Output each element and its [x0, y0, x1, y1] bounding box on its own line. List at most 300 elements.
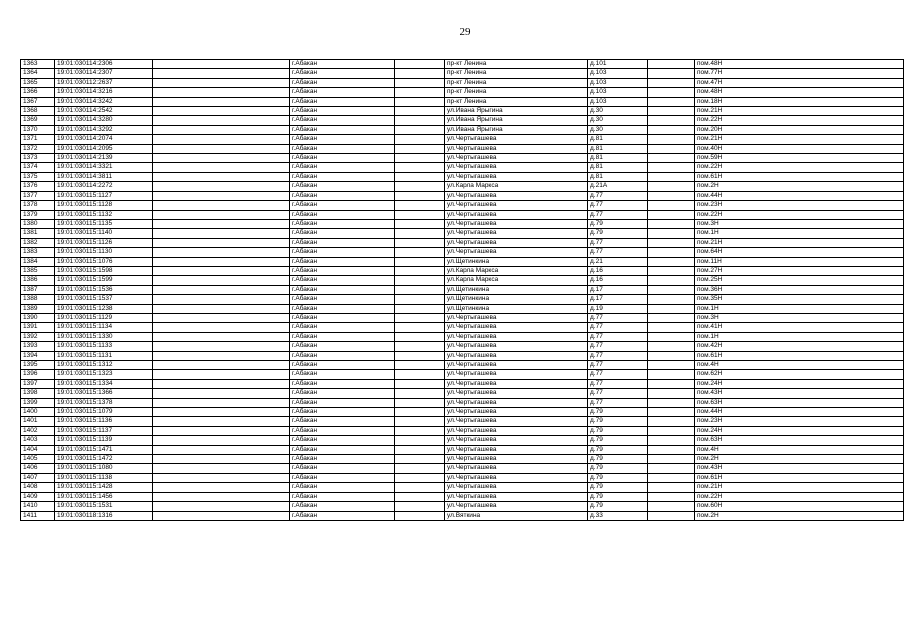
cadastral-number-cell: 19:01:030115:1131	[55, 351, 153, 360]
street-cell: ул.Чертыгашева	[445, 426, 588, 435]
house-cell: д.30	[588, 125, 648, 134]
table-row	[21, 370, 904, 379]
row-number-cell: 1398	[21, 389, 55, 398]
cadastral-number-cell: 19:01:030115:1130	[55, 248, 153, 257]
cadastral-number-cell: 19:01:030115:1456	[55, 492, 153, 501]
blank-cell	[648, 107, 695, 116]
table-row	[21, 276, 904, 285]
city-cell: г.Абакан	[290, 389, 395, 398]
blank-cell	[395, 342, 445, 351]
premises-cell: пом.64Н	[695, 248, 904, 257]
house-cell: д.77	[588, 238, 648, 247]
blank-cell	[395, 125, 445, 134]
row-number-cell: 1372	[21, 144, 55, 153]
blank-cell	[153, 69, 290, 78]
table-row	[21, 464, 904, 473]
blank-cell	[648, 502, 695, 511]
street-cell: ул.Щетинкина	[445, 257, 588, 266]
city-cell: г.Абакан	[290, 107, 395, 116]
cadastral-number-cell: 19:01:030114:2542	[55, 107, 153, 116]
row-number-cell: 1391	[21, 323, 55, 332]
premises-cell: пом.20Н	[695, 125, 904, 134]
blank-cell	[395, 295, 445, 304]
blank-cell	[648, 201, 695, 210]
table-row	[21, 389, 904, 398]
blank-cell	[395, 511, 445, 520]
cadastral-number-cell: 19:01:030114:3280	[55, 116, 153, 125]
row-number-cell: 1396	[21, 370, 55, 379]
cadastral-number-cell: 19:01:030115:1127	[55, 191, 153, 200]
street-cell: ул.Карла Маркса	[445, 266, 588, 275]
premises-cell: пом.21Н	[695, 483, 904, 492]
blank-cell	[395, 351, 445, 360]
street-cell: ул.Чертыгашева	[445, 483, 588, 492]
row-number-cell: 1373	[21, 154, 55, 163]
city-cell: г.Абакан	[290, 229, 395, 238]
cadastral-number-cell: 19:01:030115:1134	[55, 323, 153, 332]
house-cell: д.77	[588, 361, 648, 370]
city-cell: г.Абакан	[290, 60, 395, 69]
street-cell: пр-кт Ленина	[445, 60, 588, 69]
blank-cell	[153, 144, 290, 153]
blank-cell	[648, 304, 695, 313]
row-number-cell: 1409	[21, 492, 55, 501]
row-number-cell: 1388	[21, 295, 55, 304]
premises-cell: пом.1Н	[695, 304, 904, 313]
blank-cell	[648, 455, 695, 464]
cadastral-number-cell: 19:01:030115:1472	[55, 455, 153, 464]
row-number-cell: 1407	[21, 473, 55, 482]
blank-cell	[395, 445, 445, 454]
cadastral-number-cell: 19:01:030114:3321	[55, 163, 153, 172]
house-cell: д.77	[588, 389, 648, 398]
city-cell: г.Абакан	[290, 163, 395, 172]
street-cell: ул.Ивана Ярыгина	[445, 125, 588, 134]
street-cell: ул.Чертыгашева	[445, 398, 588, 407]
blank-cell	[395, 257, 445, 266]
row-number-cell: 1383	[21, 248, 55, 257]
street-cell: ул.Чертыгашева	[445, 201, 588, 210]
blank-cell	[648, 276, 695, 285]
table-row	[21, 445, 904, 454]
city-cell: г.Абакан	[290, 370, 395, 379]
table-row	[21, 342, 904, 351]
blank-cell	[395, 60, 445, 69]
city-cell: г.Абакан	[290, 304, 395, 313]
city-cell: г.Абакан	[290, 464, 395, 473]
table-row	[21, 257, 904, 266]
blank-cell	[153, 445, 290, 454]
blank-cell	[648, 511, 695, 520]
cadastral-number-cell: 19:01:030114:2074	[55, 135, 153, 144]
blank-cell	[153, 511, 290, 520]
city-cell: г.Абакан	[290, 97, 395, 106]
city-cell: г.Абакан	[290, 125, 395, 134]
row-number-cell: 1370	[21, 125, 55, 134]
blank-cell	[648, 172, 695, 181]
city-cell: г.Абакан	[290, 332, 395, 341]
cadastral-number-cell: 19:01:030115:1140	[55, 229, 153, 238]
table-row	[21, 97, 904, 106]
street-cell: ул.Ивана Ярыгина	[445, 116, 588, 125]
table-row	[21, 398, 904, 407]
table-row	[21, 60, 904, 69]
house-cell: д.16	[588, 266, 648, 275]
blank-cell	[395, 201, 445, 210]
cadastral-number-cell: 19:01:030114:3216	[55, 88, 153, 97]
blank-cell	[648, 295, 695, 304]
blank-cell	[153, 116, 290, 125]
premises-cell: пом.48Н	[695, 60, 904, 69]
table-row	[21, 492, 904, 501]
premises-cell: пом.21Н	[695, 135, 904, 144]
blank-cell	[395, 361, 445, 370]
house-cell: д.79	[588, 445, 648, 454]
cadastral-number-cell: 19:01:030115:1132	[55, 210, 153, 219]
row-number-cell: 1386	[21, 276, 55, 285]
register-rows	[21, 60, 904, 521]
house-cell: д.77	[588, 323, 648, 332]
row-number-cell: 1381	[21, 229, 55, 238]
street-cell: ул.Чертыгашева	[445, 436, 588, 445]
blank-cell	[153, 398, 290, 407]
house-cell: д.81	[588, 135, 648, 144]
house-cell: д.30	[588, 107, 648, 116]
blank-cell	[648, 219, 695, 228]
blank-cell	[395, 163, 445, 172]
cadastral-number-cell: 19:01:030115:1128	[55, 201, 153, 210]
premises-cell: пом.3Н	[695, 219, 904, 228]
cadastral-number-cell: 19:01:030114:2307	[55, 69, 153, 78]
blank-cell	[153, 483, 290, 492]
street-cell: ул.Чертыгашева	[445, 332, 588, 341]
row-number-cell: 1402	[21, 426, 55, 435]
street-cell: ул.Чертыгашева	[445, 191, 588, 200]
blank-cell	[153, 285, 290, 294]
premises-cell: пом.21Н	[695, 238, 904, 247]
table-row	[21, 408, 904, 417]
city-cell: г.Абакан	[290, 342, 395, 351]
premises-cell: пом.22Н	[695, 492, 904, 501]
house-cell: д.33	[588, 511, 648, 520]
house-cell: д.77	[588, 351, 648, 360]
blank-cell	[648, 135, 695, 144]
blank-cell	[395, 473, 445, 482]
street-cell: ул.Ивана Ярыгина	[445, 107, 588, 116]
premises-cell: пом.25Н	[695, 276, 904, 285]
street-cell: пр-кт Ленина	[445, 78, 588, 87]
city-cell: г.Абакан	[290, 351, 395, 360]
street-cell: ул.Чертыгашева	[445, 135, 588, 144]
cadastral-number-cell: 19:01:030115:1334	[55, 379, 153, 388]
cadastral-number-cell: 19:01:030118:1316	[55, 511, 153, 520]
city-cell: г.Абакан	[290, 445, 395, 454]
blank-cell	[648, 426, 695, 435]
street-cell: ул.Чертыгашева	[445, 351, 588, 360]
blank-cell	[648, 389, 695, 398]
house-cell: д.101	[588, 60, 648, 69]
row-number-cell: 1406	[21, 464, 55, 473]
premises-cell: пом.40Н	[695, 144, 904, 153]
blank-cell	[648, 182, 695, 191]
house-cell: д.77	[588, 370, 648, 379]
city-cell: г.Абакан	[290, 257, 395, 266]
blank-cell	[395, 238, 445, 247]
blank-cell	[648, 361, 695, 370]
street-cell: ул.Чертыгашева	[445, 172, 588, 181]
register-table	[20, 59, 904, 521]
street-cell: ул.Чертыгашева	[445, 379, 588, 388]
street-cell: ул.Чертыгашева	[445, 389, 588, 398]
blank-cell	[395, 417, 445, 426]
cadastral-number-cell: 19:01:030115:1366	[55, 389, 153, 398]
street-cell: ул.Щетинкина	[445, 285, 588, 294]
blank-cell	[648, 144, 695, 153]
cadastral-number-cell: 19:01:030115:1330	[55, 332, 153, 341]
blank-cell	[153, 473, 290, 482]
table-row	[21, 379, 904, 388]
blank-cell	[395, 492, 445, 501]
street-cell: ул.Щетинкина	[445, 295, 588, 304]
premises-cell: пом.23Н	[695, 417, 904, 426]
premises-cell: пом.11Н	[695, 257, 904, 266]
house-cell: д.81	[588, 154, 648, 163]
street-cell: пр-кт Ленина	[445, 69, 588, 78]
blank-cell	[153, 88, 290, 97]
blank-cell	[648, 229, 695, 238]
house-cell: д.81	[588, 172, 648, 181]
house-cell: д.79	[588, 473, 648, 482]
house-cell: д.79	[588, 408, 648, 417]
table-row	[21, 144, 904, 153]
row-number-cell: 1371	[21, 135, 55, 144]
house-cell: д.16	[588, 276, 648, 285]
city-cell: г.Абакан	[290, 201, 395, 210]
blank-cell	[153, 492, 290, 501]
table-row	[21, 163, 904, 172]
blank-cell	[153, 210, 290, 219]
blank-cell	[395, 436, 445, 445]
table-row	[21, 229, 904, 238]
blank-cell	[648, 379, 695, 388]
row-number-cell: 1363	[21, 60, 55, 69]
blank-cell	[648, 313, 695, 322]
street-cell: ул.Щетинкина	[445, 304, 588, 313]
table-row	[21, 266, 904, 275]
cadastral-number-cell: 19:01:030115:1378	[55, 398, 153, 407]
street-cell: ул.Чертыгашева	[445, 464, 588, 473]
table-row	[21, 361, 904, 370]
blank-cell	[153, 135, 290, 144]
city-cell: г.Абакан	[290, 436, 395, 445]
row-number-cell: 1364	[21, 69, 55, 78]
blank-cell	[395, 379, 445, 388]
city-cell: г.Абакан	[290, 88, 395, 97]
table-row	[21, 502, 904, 511]
blank-cell	[395, 408, 445, 417]
premises-cell: пом.41Н	[695, 323, 904, 332]
blank-cell	[648, 285, 695, 294]
blank-cell	[395, 116, 445, 125]
premises-cell: пом.62Н	[695, 370, 904, 379]
city-cell: г.Абакан	[290, 219, 395, 228]
house-cell: д.103	[588, 97, 648, 106]
table-row	[21, 295, 904, 304]
city-cell: г.Абакан	[290, 210, 395, 219]
premises-cell: пом.63Н	[695, 436, 904, 445]
blank-cell	[395, 172, 445, 181]
table-row	[21, 473, 904, 482]
house-cell: д.81	[588, 163, 648, 172]
row-number-cell: 1366	[21, 88, 55, 97]
cadastral-number-cell: 19:01:030115:1323	[55, 370, 153, 379]
row-number-cell: 1378	[21, 201, 55, 210]
cadastral-number-cell: 19:01:030115:1428	[55, 483, 153, 492]
blank-cell	[395, 426, 445, 435]
blank-cell	[648, 116, 695, 125]
house-cell: д.79	[588, 417, 648, 426]
street-cell: ул.Чертыгашева	[445, 210, 588, 219]
city-cell: г.Абакан	[290, 473, 395, 482]
blank-cell	[153, 182, 290, 191]
premises-cell: пом.24Н	[695, 379, 904, 388]
blank-cell	[395, 97, 445, 106]
house-cell: д.77	[588, 379, 648, 388]
city-cell: г.Абакан	[290, 483, 395, 492]
cadastral-number-cell: 19:01:030115:1126	[55, 238, 153, 247]
street-cell: ул.Чертыгашева	[445, 163, 588, 172]
cadastral-number-cell: 19:01:030115:1537	[55, 295, 153, 304]
row-number-cell: 1369	[21, 116, 55, 125]
table-row	[21, 313, 904, 322]
premises-cell: пом.44Н	[695, 408, 904, 417]
blank-cell	[153, 257, 290, 266]
blank-cell	[648, 370, 695, 379]
cadastral-number-cell: 19:01:030114:3292	[55, 125, 153, 134]
premises-cell: пом.42Н	[695, 342, 904, 351]
house-cell: д.77	[588, 313, 648, 322]
blank-cell	[153, 436, 290, 445]
blank-cell	[648, 125, 695, 134]
blank-cell	[153, 295, 290, 304]
row-number-cell: 1385	[21, 266, 55, 275]
blank-cell	[153, 342, 290, 351]
blank-cell	[648, 436, 695, 445]
house-cell: д.77	[588, 342, 648, 351]
row-number-cell: 1392	[21, 332, 55, 341]
blank-cell	[153, 60, 290, 69]
table-row	[21, 88, 904, 97]
blank-cell	[648, 266, 695, 275]
street-cell: ул.Чертыгашева	[445, 473, 588, 482]
blank-cell	[648, 464, 695, 473]
blank-cell	[648, 78, 695, 87]
blank-cell	[153, 191, 290, 200]
blank-cell	[648, 483, 695, 492]
blank-cell	[648, 154, 695, 163]
blank-cell	[395, 455, 445, 464]
row-number-cell: 1387	[21, 285, 55, 294]
blank-cell	[648, 492, 695, 501]
cadastral-number-cell: 19:01:030114:2095	[55, 144, 153, 153]
house-cell: д.79	[588, 502, 648, 511]
blank-cell	[153, 125, 290, 134]
row-number-cell: 1389	[21, 304, 55, 313]
blank-cell	[395, 285, 445, 294]
blank-cell	[648, 163, 695, 172]
table-row	[21, 107, 904, 116]
blank-cell	[395, 304, 445, 313]
city-cell: г.Абакан	[290, 417, 395, 426]
cadastral-number-cell: 19:01:030115:1133	[55, 342, 153, 351]
house-cell: д.103	[588, 78, 648, 87]
blank-cell	[395, 229, 445, 238]
city-cell: г.Абакан	[290, 408, 395, 417]
premises-cell: пом.59Н	[695, 154, 904, 163]
blank-cell	[153, 502, 290, 511]
premises-cell: пом.4Н	[695, 445, 904, 454]
blank-cell	[648, 445, 695, 454]
cadastral-number-cell: 19:01:030115:1599	[55, 276, 153, 285]
table-row	[21, 210, 904, 219]
house-cell: д.77	[588, 210, 648, 219]
blank-cell	[648, 257, 695, 266]
house-cell: д.79	[588, 229, 648, 238]
street-cell: ул.Чертыгашева	[445, 445, 588, 454]
blank-cell	[648, 473, 695, 482]
city-cell: г.Абакан	[290, 135, 395, 144]
street-cell: ул.Чертыгашева	[445, 219, 588, 228]
blank-cell	[395, 248, 445, 257]
street-cell: пр-кт Ленина	[445, 88, 588, 97]
blank-cell	[395, 154, 445, 163]
table-row	[21, 426, 904, 435]
street-cell: ул.Чертыгашева	[445, 238, 588, 247]
cadastral-number-cell: 19:01:030114:3811	[55, 172, 153, 181]
cadastral-number-cell: 19:01:030115:1129	[55, 313, 153, 322]
street-cell: пр-кт Ленина	[445, 97, 588, 106]
street-cell: ул.Чертыгашева	[445, 342, 588, 351]
house-cell: д.77	[588, 332, 648, 341]
premises-cell: пом.22Н	[695, 116, 904, 125]
cadastral-number-cell: 19:01:030115:1598	[55, 266, 153, 275]
city-cell: г.Абакан	[290, 455, 395, 464]
blank-cell	[395, 210, 445, 219]
blank-cell	[153, 97, 290, 106]
premises-cell: пом.27Н	[695, 266, 904, 275]
blank-cell	[648, 248, 695, 257]
city-cell: г.Абакан	[290, 313, 395, 322]
house-cell: д.79	[588, 483, 648, 492]
blank-cell	[395, 191, 445, 200]
blank-cell	[153, 313, 290, 322]
city-cell: г.Абакан	[290, 69, 395, 78]
premises-cell: пом.61Н	[695, 172, 904, 181]
cadastral-number-cell: 19:01:030115:1138	[55, 473, 153, 482]
row-number-cell: 1410	[21, 502, 55, 511]
house-cell: д.77	[588, 248, 648, 257]
blank-cell	[153, 417, 290, 426]
house-cell: д.81	[588, 144, 648, 153]
table-row	[21, 69, 904, 78]
city-cell: г.Абакан	[290, 116, 395, 125]
city-cell: г.Абакан	[290, 248, 395, 257]
premises-cell: пом.22Н	[695, 163, 904, 172]
row-number-cell: 1374	[21, 163, 55, 172]
premises-cell: пом.24Н	[695, 426, 904, 435]
blank-cell	[153, 323, 290, 332]
blank-cell	[648, 323, 695, 332]
